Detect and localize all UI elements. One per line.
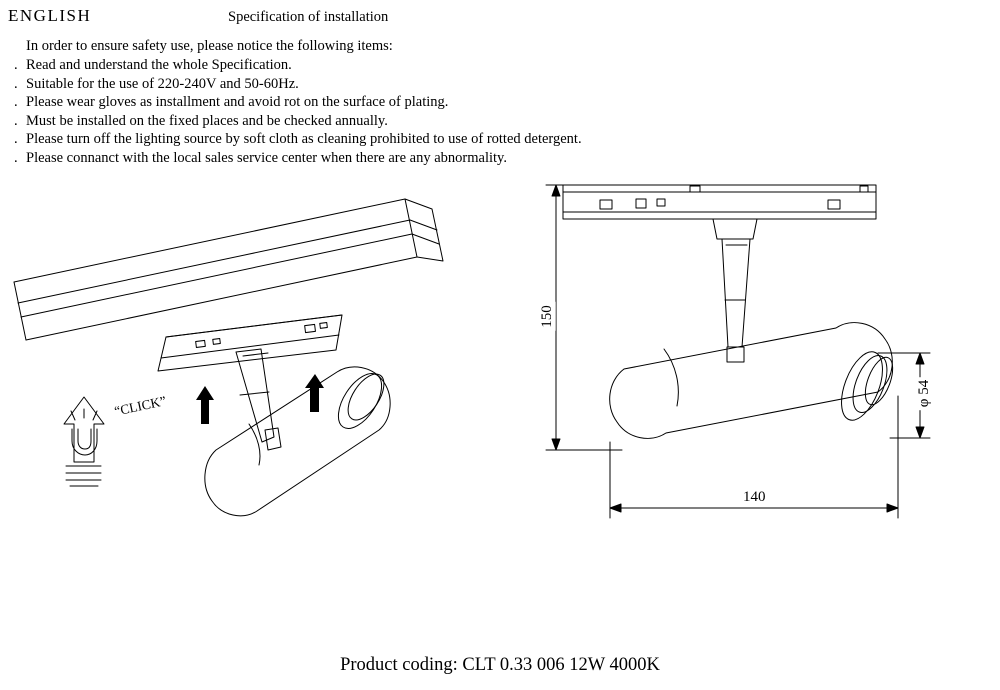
list-item-label: Suitable for the use of 220-240V and 50-60Hz. bbox=[26, 75, 299, 92]
dimension-height bbox=[546, 185, 716, 450]
track-rail bbox=[14, 199, 443, 340]
list-item bbox=[14, 150, 714, 169]
list-item bbox=[14, 76, 714, 95]
click-label: “CLICK” bbox=[113, 393, 168, 419]
notice-list bbox=[14, 57, 714, 169]
notice-intro: In order to ensure safety use, please notice the following items: bbox=[26, 38, 393, 54]
dimension-drawing bbox=[546, 185, 930, 518]
bullet-icon: . bbox=[14, 131, 18, 148]
luminaire-stem-right bbox=[722, 239, 750, 362]
track-rail-right bbox=[563, 185, 876, 219]
dimension-length-label: 140 bbox=[740, 489, 769, 506]
list-item bbox=[14, 131, 714, 150]
luminaire-stem bbox=[236, 349, 281, 450]
list-item-label: Must be installed on the fixed places and be checked annually. bbox=[26, 112, 388, 129]
push-arrow-left bbox=[196, 386, 214, 424]
list-item-label: Please wear gloves as installment and avoid rot on the surface of plating. bbox=[26, 94, 449, 111]
list-item-label: Please connanct with the local sales service center when there are any abnormality. bbox=[26, 149, 507, 166]
dimension-height-label: 150 bbox=[539, 302, 556, 331]
bullet-icon: . bbox=[14, 57, 18, 73]
installation-diagram bbox=[14, 199, 443, 516]
push-arrow-right bbox=[305, 374, 324, 412]
luminaire-adapter-right bbox=[713, 219, 757, 239]
product-coding: Product coding: CLT 0.33 006 12W 4000K bbox=[340, 655, 660, 675]
magnet-symbol bbox=[64, 397, 104, 486]
luminaire-body-right bbox=[610, 323, 899, 439]
list-item bbox=[14, 94, 714, 113]
list-item bbox=[14, 57, 714, 76]
bullet-icon: . bbox=[14, 75, 18, 92]
dimension-diameter-label: φ 54 bbox=[916, 377, 933, 410]
specification-title: Specification of installation bbox=[228, 9, 389, 25]
language-title: ENGLISH bbox=[8, 6, 92, 25]
bullet-icon: . bbox=[14, 112, 18, 129]
luminaire-body bbox=[205, 366, 391, 515]
bullet-icon: . bbox=[14, 94, 18, 111]
luminaire-adapter bbox=[158, 315, 342, 371]
list-item bbox=[14, 113, 714, 132]
bullet-icon: . bbox=[14, 149, 18, 166]
list-item-label: Read and understand the whole Specification. bbox=[26, 57, 292, 73]
list-item-label: Please turn off the lighting source by soft cloth as cleaning prohibited to use of rotted detergent. bbox=[26, 131, 582, 148]
